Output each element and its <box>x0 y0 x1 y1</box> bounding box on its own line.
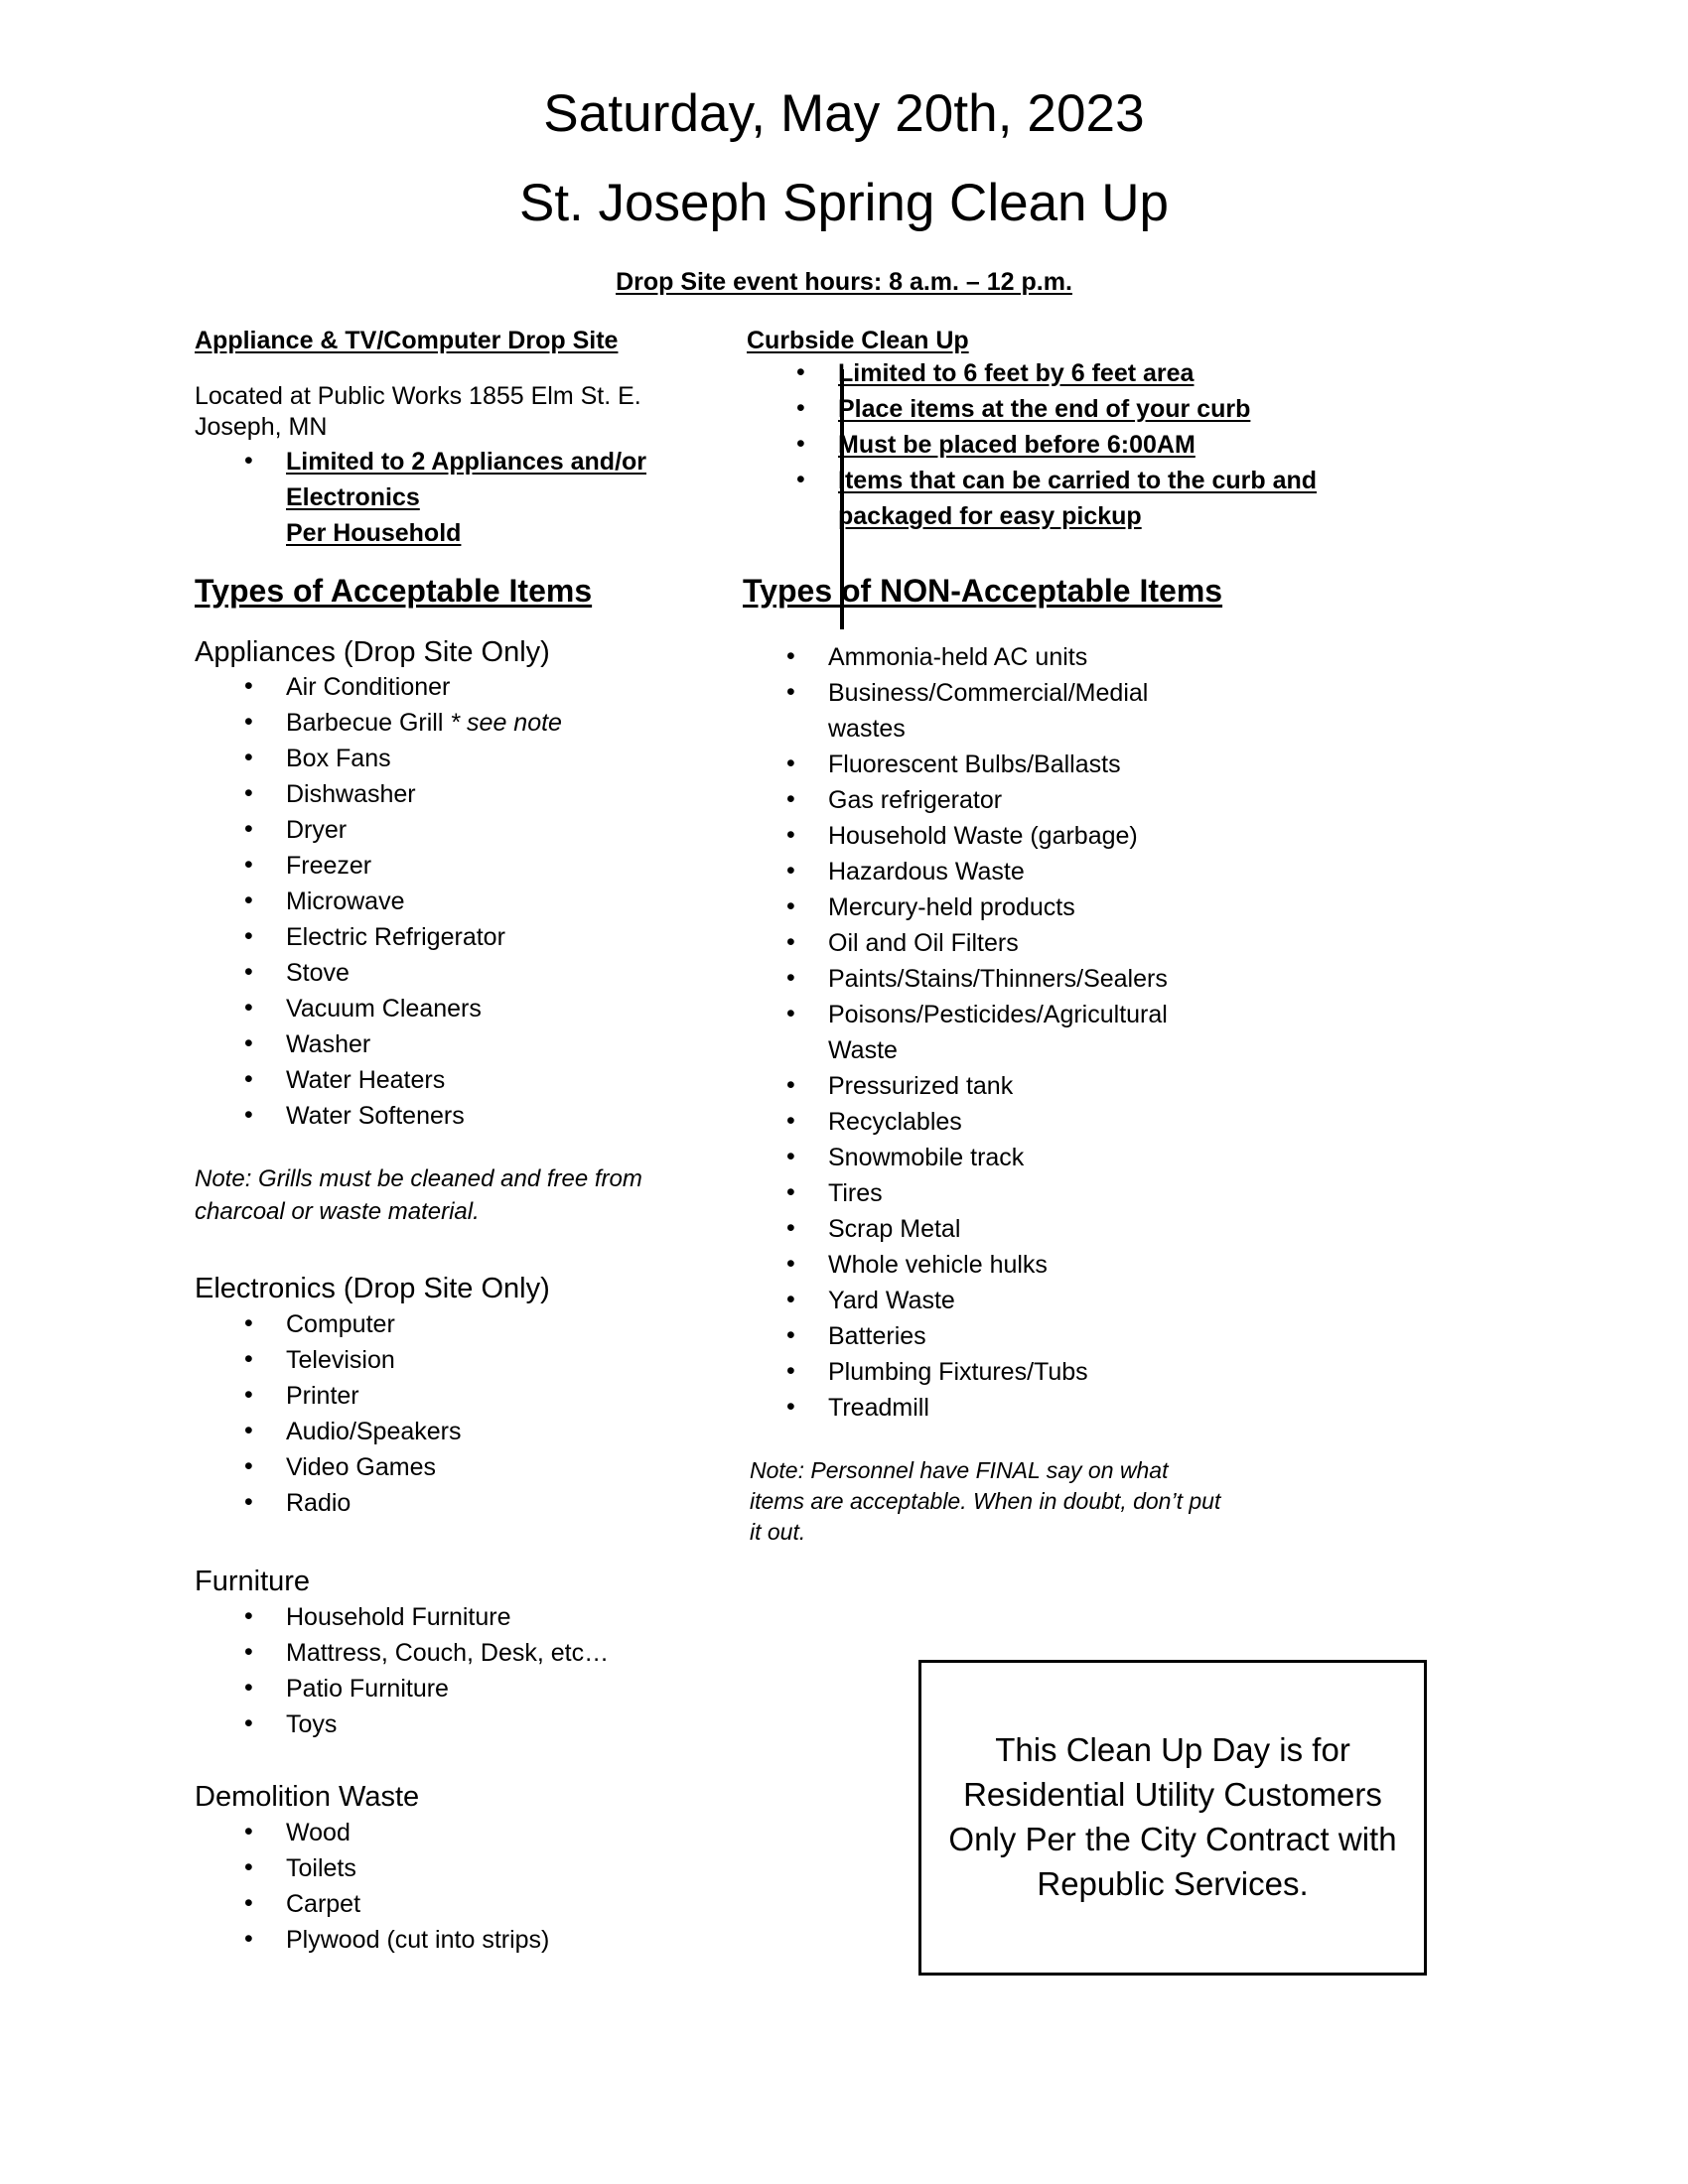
item-label: Ammonia-held AC units <box>828 642 1088 671</box>
top-info-columns <box>0 327 1688 551</box>
item-label: Printer <box>286 1381 359 1410</box>
item-label: Treadmill <box>828 1393 929 1422</box>
list-item <box>747 747 1174 782</box>
item-label: Oil and Oil Filters <box>828 928 1019 957</box>
document-subtitle: St. Joseph Spring Clean Up <box>518 174 1170 233</box>
item-label: Household Waste (garbage) <box>828 821 1138 850</box>
list-item <box>195 444 655 551</box>
item-label: Toys <box>286 1709 338 1738</box>
item-label: Vacuum Cleaners <box>286 995 482 1024</box>
group-heading-furniture: Furniture <box>195 1565 311 1597</box>
item-label: Pressurized tank <box>828 1071 1014 1100</box>
grills-note: Note: Grills must be cleaned and free from charcoal or waste material. <box>195 1165 642 1225</box>
item-label: Mercury-held products <box>828 892 1075 921</box>
item-label: Fluorescent Bulbs/Ballasts <box>828 750 1121 778</box>
item-label: Dryer <box>286 816 348 845</box>
item-label: Whole vehicle hulks <box>828 1250 1048 1279</box>
item-label: Mattress, Couch, Desk, etc… <box>286 1638 610 1667</box>
event-hours: Drop Site event hours: 8 a.m. – 12 p.m. <box>616 268 1072 297</box>
list-item <box>747 1354 1174 1390</box>
list-item <box>195 1599 655 1635</box>
curbside-rule-4-line2: packaged for easy pickup <box>838 502 1142 531</box>
item-label: Television <box>286 1345 395 1374</box>
list-item <box>195 1922 655 1958</box>
drop-site-rule-line2: Per Household <box>286 518 462 547</box>
curbside-rule-2: Place items at the end of your curb <box>838 395 1251 424</box>
list-item <box>747 889 1174 925</box>
group-heading-electronics: Electronics (Drop Site Only) <box>195 1273 550 1305</box>
item-label: Tires <box>828 1178 883 1207</box>
item-label: Snowmobile track <box>828 1143 1025 1171</box>
acceptable-items-column <box>0 635 655 1958</box>
item-label: Box Fans <box>286 745 391 773</box>
curbside-heading: Curbside Clean Up <box>747 327 969 355</box>
personnel-note: Note: Personnel have FINAL say on what items are acceptable. When in doubt, don’t put it out. <box>750 1456 1221 1545</box>
list-item <box>195 1449 655 1485</box>
item-label: Video Games <box>286 1452 437 1481</box>
item-label: Computer <box>286 1309 395 1338</box>
section-headings-row <box>0 573 1688 610</box>
list-item <box>747 1104 1174 1140</box>
list-item <box>747 1211 1174 1247</box>
curbside-rule-1: Limited to 6 feet by 6 feet area <box>838 359 1195 388</box>
list-item <box>195 1850 655 1886</box>
list-item <box>747 782 1174 818</box>
list-item <box>747 854 1174 889</box>
appliances-list <box>195 669 655 1134</box>
list-item <box>195 669 655 705</box>
list-item <box>195 812 655 848</box>
main-columns <box>0 635 1688 1958</box>
list-item <box>195 1485 655 1521</box>
residential-only-callout <box>918 1660 1427 1976</box>
item-label: Toilets <box>286 1853 356 1882</box>
curbside-rules-list <box>747 355 1430 534</box>
item-label: Hazardous Waste <box>828 857 1025 886</box>
item-label: Paints/Stains/Thinners/Sealers <box>828 964 1168 993</box>
list-item <box>195 1342 655 1378</box>
curbside-section <box>655 327 1430 534</box>
list-item <box>195 1671 655 1706</box>
non-acceptable-items-column <box>655 635 1430 1548</box>
list-item <box>195 955 655 991</box>
list-item <box>195 1815 655 1850</box>
item-label: Microwave <box>286 887 405 916</box>
drop-site-location: Located at Public Works 1855 Elm St. E. Joseph, MN <box>195 382 641 442</box>
acceptable-heading: Types of Acceptable Items <box>195 572 593 609</box>
list-item <box>747 1283 1174 1318</box>
list-item <box>747 1390 1174 1426</box>
electronics-list <box>195 1306 655 1521</box>
item-label: Stove <box>286 959 350 988</box>
document-title: Saturday, May 20th, 2023 <box>543 84 1145 143</box>
item-label: Carpet <box>286 1889 361 1918</box>
list-item <box>747 1175 1174 1211</box>
item-label: Poisons/Pesticides/Agricultural Waste <box>828 1000 1168 1064</box>
item-label: Patio Furniture <box>286 1674 449 1703</box>
list-item <box>747 1068 1174 1104</box>
list-item <box>747 997 1174 1068</box>
item-note-suffix: * see note <box>450 709 562 738</box>
non-acceptable-list <box>747 639 1174 1426</box>
list-item <box>747 1318 1174 1354</box>
drop-site-rule-line1: Limited to 2 Appliances and/or Electronics <box>286 447 647 511</box>
list-item <box>747 391 1430 427</box>
item-label: Household Furniture <box>286 1602 511 1631</box>
item-label: Scrap Metal <box>828 1214 961 1243</box>
list-item <box>195 1026 655 1062</box>
item-label: Wood <box>286 1818 351 1846</box>
list-item <box>195 1706 655 1742</box>
list-item <box>195 1378 655 1414</box>
demolition-waste-list <box>195 1815 655 1958</box>
item-label: Air Conditioner <box>286 673 451 702</box>
list-item <box>747 463 1430 534</box>
list-item <box>195 884 655 919</box>
list-item <box>195 1414 655 1449</box>
list-item <box>195 1098 655 1134</box>
drop-site-section <box>0 327 655 551</box>
list-item <box>747 1140 1174 1175</box>
list-item <box>747 639 1174 675</box>
item-label: Plywood (cut into strips) <box>286 1925 550 1954</box>
item-label: Electric Refrigerator <box>286 923 505 952</box>
furniture-list <box>195 1599 655 1742</box>
non-acceptable-heading: Types of NON-Acceptable Items <box>743 572 1223 609</box>
list-item <box>195 919 655 955</box>
list-item <box>195 991 655 1026</box>
list-item <box>195 1306 655 1342</box>
list-item <box>747 925 1174 961</box>
item-label: Gas refrigerator <box>828 785 1003 814</box>
list-item <box>747 675 1174 747</box>
curbside-rule-4-line1: Items that can be carried to the curb and <box>838 467 1318 495</box>
drop-site-rules-list <box>195 444 655 551</box>
item-label: Dishwasher <box>286 780 416 809</box>
list-item <box>195 776 655 812</box>
list-item <box>747 1247 1174 1283</box>
list-item <box>747 818 1174 854</box>
item-label: Plumbing Fixtures/Tubs <box>828 1357 1088 1386</box>
list-item <box>195 705 655 741</box>
group-heading-demolition-waste: Demolition Waste <box>195 1780 420 1813</box>
item-label: Batteries <box>828 1321 926 1350</box>
list-item <box>747 961 1174 997</box>
group-heading-appliances: Appliances (Drop Site Only) <box>195 635 550 668</box>
list-item <box>747 427 1430 463</box>
item-label: Freezer <box>286 852 372 881</box>
item-label: Yard Waste <box>828 1286 955 1314</box>
item-label: Water Heaters <box>286 1066 446 1095</box>
item-label: Water Softeners <box>286 1102 465 1131</box>
list-item <box>195 741 655 776</box>
item-label: Recyclables <box>828 1107 962 1136</box>
list-item <box>195 1886 655 1922</box>
list-item <box>195 1062 655 1098</box>
curbside-rule-3: Must be placed before 6:00AM <box>838 431 1196 460</box>
item-label: Barbecue Grill <box>286 709 451 738</box>
item-label: Business/Commercial/Medial wastes <box>828 678 1149 743</box>
list-item <box>195 848 655 884</box>
callout-text: This Clean Up Day is for Residential Utility Customers Only Per the City Contract with Republic Services. <box>948 1731 1397 1902</box>
item-label: Washer <box>286 1030 371 1059</box>
drop-site-heading: Appliance & TV/Computer Drop Site <box>195 327 619 355</box>
item-label: Radio <box>286 1488 352 1517</box>
item-label: Audio/Speakers <box>286 1417 462 1445</box>
list-item <box>747 355 1430 391</box>
list-item <box>195 1635 655 1671</box>
